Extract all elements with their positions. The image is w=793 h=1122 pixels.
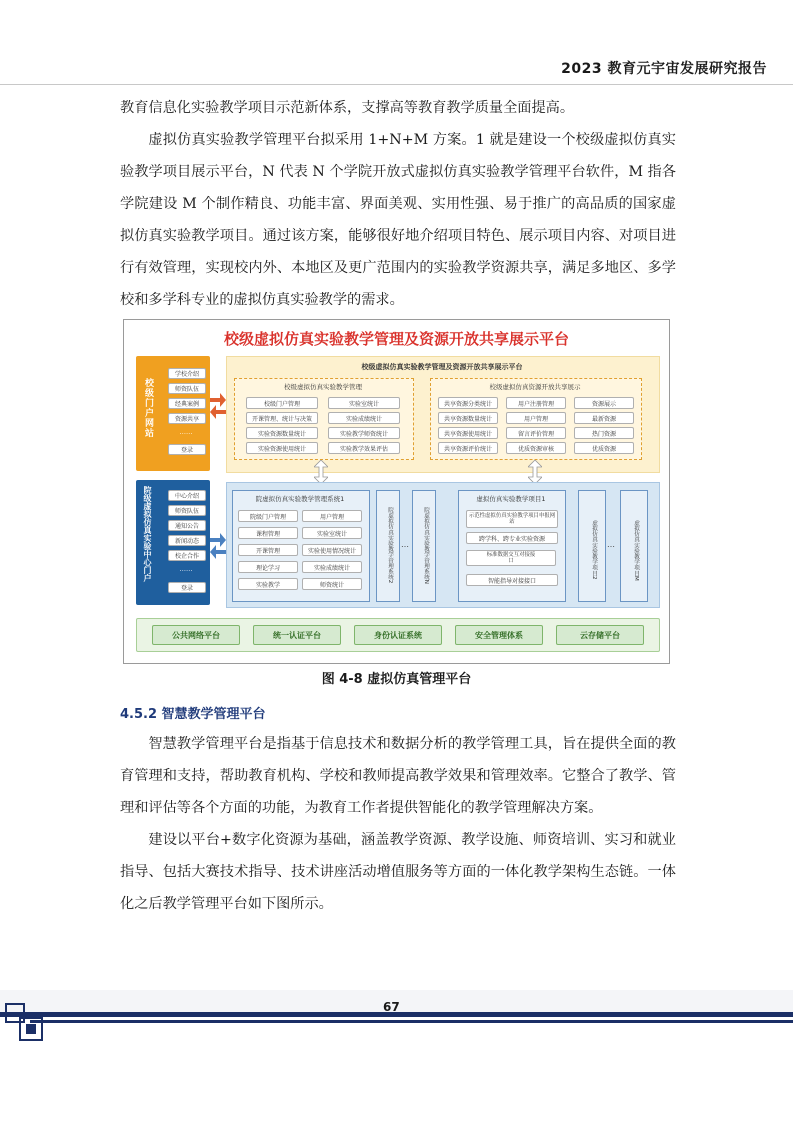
vr-project-2-label: 虚拟仿真实验教学项目2 bbox=[591, 520, 597, 580]
mgmt-item: 实验教学效果评估 bbox=[328, 442, 400, 454]
college-system-2-label: 院虚拟仿真实验教学管理系统2 bbox=[387, 506, 393, 584]
mgmt-item: 实验资源数量统计 bbox=[246, 427, 318, 439]
share-item: 热门资源 bbox=[574, 427, 634, 439]
header-title: 2023 教育元宇宙发展研究报告 bbox=[561, 61, 767, 77]
portal-item: 校企合作 bbox=[168, 550, 206, 561]
college-system-1-title: 院虚拟仿真实验教学管理系统1 bbox=[255, 495, 345, 503]
figure-diagram bbox=[123, 319, 670, 664]
paragraph: 建设以平台+数字化资源为基础，涵盖教学资源、教学设施、师资培训、实习和就业指导、包括大赛技术指导、技术讲座活动增值服务等方面的一体化教学架构生态链。一体化之后教学管理平台如下图所示。 bbox=[120, 832, 676, 912]
sys-item: 师资统计 bbox=[302, 578, 362, 590]
page-number: 67 bbox=[383, 1000, 400, 1014]
share-item: 留言评价管理 bbox=[506, 427, 566, 439]
mgmt-item: 开课管理、统计与决策 bbox=[246, 412, 318, 424]
mgmt-item: 实验资源使用统计 bbox=[246, 442, 318, 454]
mgmt-item: 实验成绩统计 bbox=[328, 412, 400, 424]
arrow-icon bbox=[210, 530, 226, 560]
updown-arrow-icon bbox=[314, 460, 328, 484]
school-share-title: 校级虚拟仿真资源开放共享展示 bbox=[489, 383, 581, 391]
ellipsis: … bbox=[401, 540, 409, 549]
sys-item: 院级门户管理 bbox=[238, 510, 298, 522]
sys-item: 实验教学 bbox=[238, 578, 298, 590]
portal-item: 学校介绍 bbox=[168, 368, 206, 379]
sys-item: 实验室统计 bbox=[302, 527, 362, 539]
body-text-bottom bbox=[120, 728, 676, 920]
share-item: 优质资源审核 bbox=[506, 442, 566, 454]
project-item: 智能指导对接接口 bbox=[466, 574, 558, 586]
platform-item: 安全管理体系 bbox=[455, 625, 543, 645]
share-item: 共享资源使用统计 bbox=[438, 427, 498, 439]
ellipsis: … bbox=[607, 540, 615, 549]
portal-login: 登录 bbox=[168, 444, 206, 455]
college-portal-label: 院级虚拟仿真实验中心门户 bbox=[143, 486, 152, 582]
project-item: 标准数据交互对接接口 bbox=[466, 550, 556, 566]
paragraph: 教育信息化实验教学项目示范新体系，支撑高等教育教学质量全面提高。 bbox=[120, 100, 575, 116]
portal-item: 师资队伍 bbox=[168, 383, 206, 394]
portal-ellipsis: …… bbox=[179, 565, 193, 573]
header-divider bbox=[0, 84, 793, 85]
share-item: 用户管理 bbox=[506, 412, 566, 424]
updown-arrow-icon bbox=[528, 460, 542, 484]
share-item: 最新资源 bbox=[574, 412, 634, 424]
portal-item: 经典案例 bbox=[168, 398, 206, 409]
paragraph: 智慧教学管理平台是指基于信息技术和数据分析的教学管理工具，旨在提供全面的教育管理和支持，帮助教育机构、学校和教师提高教学效果和管理效率。它整合了教学、管理和评估等各个方面的功能，为教育工作者提供智能化的教学管理解决方案。 bbox=[120, 736, 676, 816]
sys-item: 开课管理 bbox=[238, 544, 298, 556]
portal-item: 师资队伍 bbox=[168, 505, 206, 516]
mgmt-item: 校级门户管理 bbox=[246, 397, 318, 409]
sys-item: 理论学习 bbox=[238, 561, 298, 573]
mgmt-item: 实验教学师资统计 bbox=[328, 427, 400, 439]
school-mgmt-title: 校级虚拟仿真实验教学管理 bbox=[284, 383, 362, 391]
mgmt-item: 实验室统计 bbox=[328, 397, 400, 409]
body-text-top bbox=[120, 92, 676, 316]
school-portal-label: 校级门户网站 bbox=[143, 378, 153, 438]
school-platform-title: 校级虚拟仿真实验教学管理及资源开放共享展示平台 bbox=[361, 363, 523, 371]
project-item: 跨学科、跨专业实验资源 bbox=[466, 532, 558, 544]
sys-item: 用户管理 bbox=[302, 510, 362, 522]
project-item: 示范性虚拟仿真实验教学项目申报网站 bbox=[466, 510, 558, 528]
sys-item: 实验使用情况统计 bbox=[302, 544, 362, 556]
sys-item: 课程管理 bbox=[238, 527, 298, 539]
college-system-n-label: 院虚拟仿真实验教学管理系统N bbox=[423, 506, 429, 584]
vr-project-1-title: 虚拟仿真实验教学项目1 bbox=[476, 495, 546, 503]
portal-login: 登录 bbox=[168, 582, 206, 593]
platform-item: 公共网络平台 bbox=[152, 625, 240, 645]
share-item: 资源展示 bbox=[574, 397, 634, 409]
portal-item: 中心介绍 bbox=[168, 490, 206, 501]
portal-ellipsis: …… bbox=[179, 428, 193, 436]
vr-project-m-label: 虚拟仿真实验教学项目M bbox=[633, 519, 639, 581]
platform-item: 身份认证系统 bbox=[354, 625, 442, 645]
platform-item: 统一认证平台 bbox=[253, 625, 341, 645]
portal-item: 通知公告 bbox=[168, 520, 206, 531]
share-item: 优质资源 bbox=[574, 442, 634, 454]
share-item: 共享资源分类统计 bbox=[438, 397, 498, 409]
section-heading: 4.5.2 智慧教学管理平台 bbox=[120, 707, 266, 722]
platform-item: 云存储平台 bbox=[556, 625, 644, 645]
sys-item: 实验成绩统计 bbox=[302, 561, 362, 573]
diagram-title: 校级虚拟仿真实验教学管理及资源开放共享展示平台 bbox=[223, 330, 569, 348]
arrow-icon bbox=[210, 390, 226, 420]
paragraph: 虚拟仿真实验教学管理平台拟采用 1+N+M 方案。1 就是建设一个校级虚拟仿真实验教学项目展示平台，N 代表 N 个学院开放式虚拟仿真实验教学管理平台软件，M 指各学院建设 M 个制作精良、功能丰富、界面美观、实用性强、易于推广的高品质的国家虚拟仿真实验教学项目。通过该方案，能够很好地介绍项目特色、展示项目内容、对项目进行有效管理，实现校内外、本地区及更广范围内的实验教学资源共享，满足多地区、多学校和多学科专业的虚拟仿真实验教学的需求。 bbox=[120, 132, 676, 308]
portal-item: 资源共享 bbox=[168, 413, 206, 424]
figure-caption: 图 4-8 虚拟仿真管理平台 bbox=[321, 672, 472, 687]
share-item: 用户注册管理 bbox=[506, 397, 566, 409]
share-item: 共享资源数量统计 bbox=[438, 412, 498, 424]
portal-item: 新闻动态 bbox=[168, 535, 206, 546]
share-item: 共享资源评价统计 bbox=[438, 442, 498, 454]
